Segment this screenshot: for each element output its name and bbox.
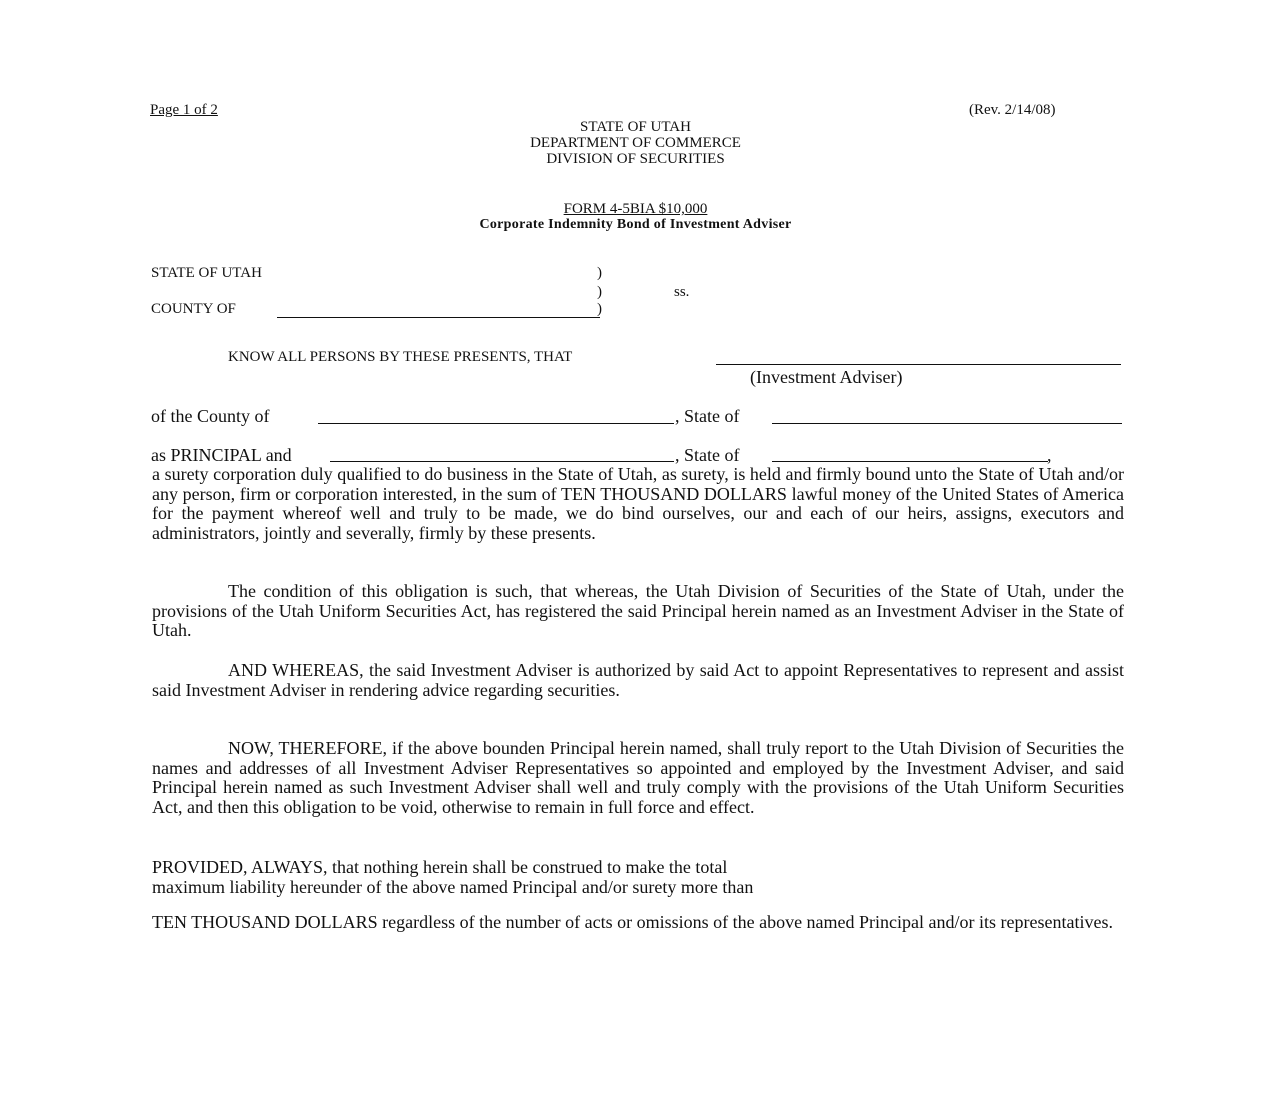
ten-thousand-paragraph-text: TEN THOUSAND DOLLARS regardless of the number of acts or omissions of the above named Principal and/or its representatives. <box>152 912 1113 932</box>
state-of-blank-line-2[interactable] <box>772 461 1048 462</box>
investment-adviser-blank-line[interactable] <box>716 364 1121 365</box>
form-title: Corporate Indemnity Bond of Investment Adviser <box>479 217 792 232</box>
venue-ss: ss. <box>674 284 690 300</box>
form-number: FORM 4-5BIA $10,000 <box>563 201 708 217</box>
know-all-label: KNOW ALL PERSONS BY THESE PRESENTS, THAT <box>228 349 573 365</box>
revision-date: (Rev. 2/14/08) <box>969 102 1056 118</box>
ten-thousand-paragraph <box>152 913 1124 933</box>
condition-paragraph <box>152 582 1124 641</box>
form-number-wrap <box>0 200 1271 218</box>
trailing-comma: , <box>1047 445 1052 465</box>
state-of-label-1: , State of <box>675 406 740 426</box>
agency-state: STATE OF UTAH <box>580 119 691 135</box>
agency-department: DEPARTMENT OF COMMERCE <box>530 135 741 151</box>
venue-state-label: STATE OF UTAH <box>151 265 262 281</box>
page-number: Page 1 of 2 <box>150 102 218 118</box>
venue-county-label: COUNTY OF <box>151 301 236 317</box>
surety-paragraph <box>152 465 1124 543</box>
whereas-paragraph <box>152 661 1124 700</box>
county-of-blank-line[interactable] <box>318 423 674 424</box>
provided-line-1: PROVIDED, ALWAYS, that nothing herein shall be construed to make the total <box>152 857 728 877</box>
county-blank-line[interactable] <box>277 317 600 318</box>
county-of-label: of the County of <box>151 406 270 426</box>
condition-paragraph-text: The condition of this obligation is such, that whereas, the Utah Division of Securities of the State of Utah, under the provisions of the Utah Uniform Securities Act, has registered the said Principal herein named as an Investment Adviser in the State of Utah. <box>152 581 1124 641</box>
surety-name-blank-line[interactable] <box>330 461 674 462</box>
venue-paren-3: ) <box>597 301 602 317</box>
therefore-paragraph <box>152 739 1124 817</box>
venue-paren-1: ) <box>597 265 602 281</box>
agency-division: DIVISION OF SECURITIES <box>546 151 725 167</box>
surety-paragraph-text: a surety corporation duly qualified to do business in the State of Utah, as surety, is held and firmly bound unto the State of Utah and/or any person, firm or corporation interested, in the sum of TEN THOUSAND DOLLARS lawful money of the United States of America for the payment whereof well and truly to be made, we do bind ourselves, our and each of our heirs, assigns, executors and administrators, jointly and severally, firmly by these presents. <box>152 464 1124 543</box>
principal-label: as PRINCIPAL and <box>151 445 292 465</box>
investment-adviser-caption: (Investment Adviser) <box>750 367 903 387</box>
state-of-label-2: , State of <box>675 445 740 465</box>
state-of-blank-line-1[interactable] <box>772 423 1122 424</box>
venue-paren-2: ) <box>597 284 602 300</box>
whereas-paragraph-text: AND WHEREAS, the said Investment Adviser is authorized by said Act to appoint Representatives to represent and assist said Investment Adviser in rendering advice regarding securities. <box>152 660 1124 700</box>
therefore-paragraph-text: NOW, THEREFORE, if the above bounden Principal herein named, shall truly report to the Utah Division of Securities the names and addresses of all Investment Adviser Representatives so appointed and employed by the Investment Adviser, and said Principal herein named as such Investment Adviser shall well and truly comply with the provisions of the Utah Uniform Securities Act, and then this obligation to be void, otherwise to remain in full force and effect. <box>152 738 1124 817</box>
provided-line-2: maximum liability hereunder of the above named Principal and/or surety more than <box>152 877 754 897</box>
